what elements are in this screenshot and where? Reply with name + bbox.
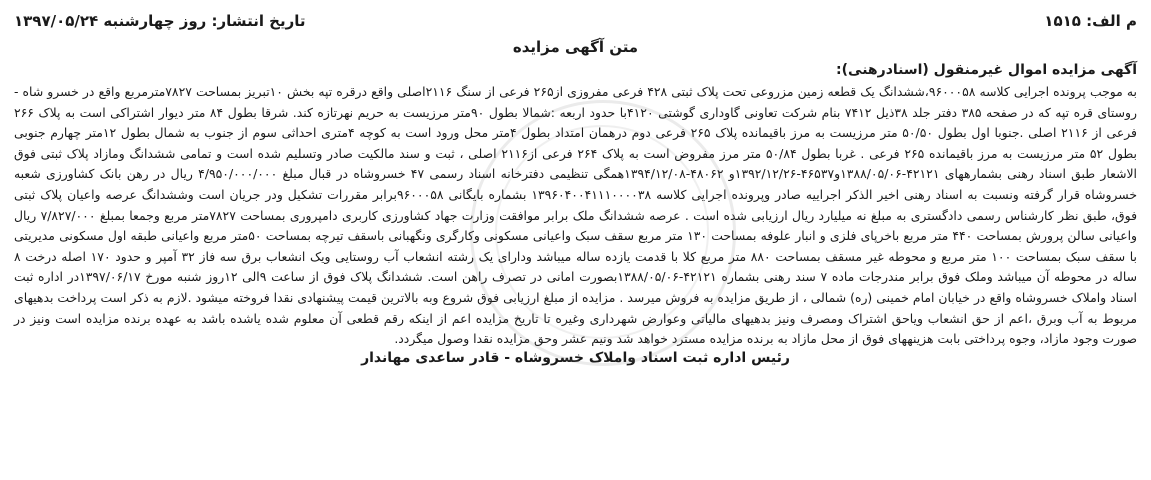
publish-date: تاریخ انتشار: روز چهارشنبه ۱۳۹۷/۰۵/۲۴ (14, 12, 306, 30)
notice-subtitle: متن آگهی مزایده (512, 38, 639, 56)
ad-number: م الف: ۱۵۱۵ (1044, 12, 1137, 30)
signature-line: رئیس اداره ثبت اسناد واملاک خسروشاه - قادر ساعدی مهاندار (361, 349, 790, 366)
notice-header (14, 10, 1137, 32)
notice-body: به موجب پرونده اجرایی کلاسه ۹۶۰۰۰۵۸،ششدانگ یک قطعه زمین مزروعی تحت پلاک ثبتی ۴۲۸ فرعی مفروزی از۲۶۵ فرعی از سنگ ۲۱۱۶اصلی واقع درقره تپه بخش ۱۰تبریز بمساحت ۷۸۲۷مترمربع واقع در خسرو شاه - روستای قره تپه که در صفحه ۳۸۵ دفتر جلد ۳۸ذیل ۷۴۱۲ بنام شرکت تعاونی گاوداری گوشتی ۴۱۲۰با حدود اربعه :شمالا بطول ۹۰متر مرزیست به حریم نهرتازه کند. شرقا بطول ۸۴ متر دیوار اشتراکی است به پلاک ۲۶۶ فرعی از ۲۱۱۶ اصلی .جنوبا اول بطول ۵۰/۵۰ متر مرزیست به مرز باقیمانده پلاک ۲۶۵ فرعی دوم درهمان امتداد بطول ۴متر محل ورود است به کوچه ۴متری احداثی سوم از جنوب به شمال بطول ۱۲متر چهارم جنوبی بطول ۵۲ متر مرزیست به مرز باقیمانده ۲۶۵ فرعی . غربا بطول ۵۰/۸۴ متر مرز مفروض است به پلاک ۲۶۴ فرعی از۲۱۱۶ اصلی ، ثبت و سند مالکیت صادر وتسلیم شده است و تمامی ششدانگ ومازاد پلاک ثبتی فوق الاشعار طبق اسناد رهنی بشمارههای ۴۲۱۲۱-۱۳۸۸/۰۵/۰۶و۴۶۵۳۷-۱۳۹۲/۱۲/۲۶و ۴۸۰۶۲-۱۳۹۴/۱۲/۰۸همگی تنظیمی دفترخانه اسناد رسمی ۴۷ خسروشاه در قبال مبلغ ۴/۹۵۰/۰۰۰/۰۰۰ ریال در رهن بانک کشاورزی شعبه خسروشاه قرار گرفته ونسبت به اسناد رهنی اخیر الذکر اجراییه صادر وپرونده اجرایی کلاسه ۱۳۹۶۰۴۰۰۴۱۱۱۰۰۰۰۳۸ بشماره بایگانی ۹۶۰۰۰۵۸برابر مقررات تشکیل ودر جریان است وششدانگ عرصه واعیان پلاک ثبتی فوق، طبق نظر کارشناس رسمی دادگستری به مبلغ نه میلیارد ریال ارزیابی شده است . عرصه ششدانگ ملک برابر موافقت وزارت جهاد کشاورزی کاربری دامپروری بمساحت ۷۸۲۷متر مربع وجمعا بمبلغ ۷/۸۲۷/۰۰۰ ریال واعیانی سالن پرورش بمساحت ۴۴۰ متر مربع باخرپای فلزی و انبار علوفه بمساحت ۱۳۰ متر مربع سقف سبک واعیانی مسکونی وکارگری ونگهبانی باسقف تیرچه بمساحت ۵۰متر مربع واعیانی طبقه اول مسکونی مدیریتی با سقف سبک بمساحت ۱۰۰ متر مربع و محوطه غیر مسقف بمساحت ۸۸۰ متر مربع کلا با قدمت یازده ساله میباشد ودارای یک رشته انشعاب آب روستایی ویک انشعاب برق سه فاز ۳۲ آمپر و حدود ۱۷۰ اصله درخت ۸ ساله در محوطه آن میباشد وملک فوق برابر مندرجات ماده ۷ سند رهنی بشماره ۴۲۱۲۱-۱۳۸۸/۰۵/۰۶بصورت امانی در تصرف راهن است. ششدانگ پلاک فوق از ساعت ۹الی ۱۲روز شنبه مورخ ۱۳۹۷/۰۶/۱۷در اداره ثبت اسناد واملاک خسروشاه واقع در خیابان امام خمینی (ره) شمالی ، از طریق مزایده به فروش میرسد . مزایده از مبلغ ارزیابی فوق شروع وبه بالاترین قیمت پیشنهادی نقدا فروخته میشود .لازم به ذکر است پرداخت بدهیهای مربوط به آب وبرق ،اعم از حق انشعاب ویاحق اشتراک ومصرف ونیز بدهیهای مالیاتی وعوارض شهرداری وغیره تا تاریخ مزایده اعم از اینکه رقم قطعی آن معلوم شده یاشده باشد به عهده برنده مزایده است ونیز در صورت وجود مازاد، وجوه پرداختی بابت هزینههای فوق از محل مازاد به برنده مزایده مسترد خواهد شد ونیم عشر وحق مزایده نقدا وصول میگردد. (14, 84, 1138, 347)
section-title: آگهی مزایده اموال غیرمنقول (اسنادرهنی): (836, 62, 1137, 78)
